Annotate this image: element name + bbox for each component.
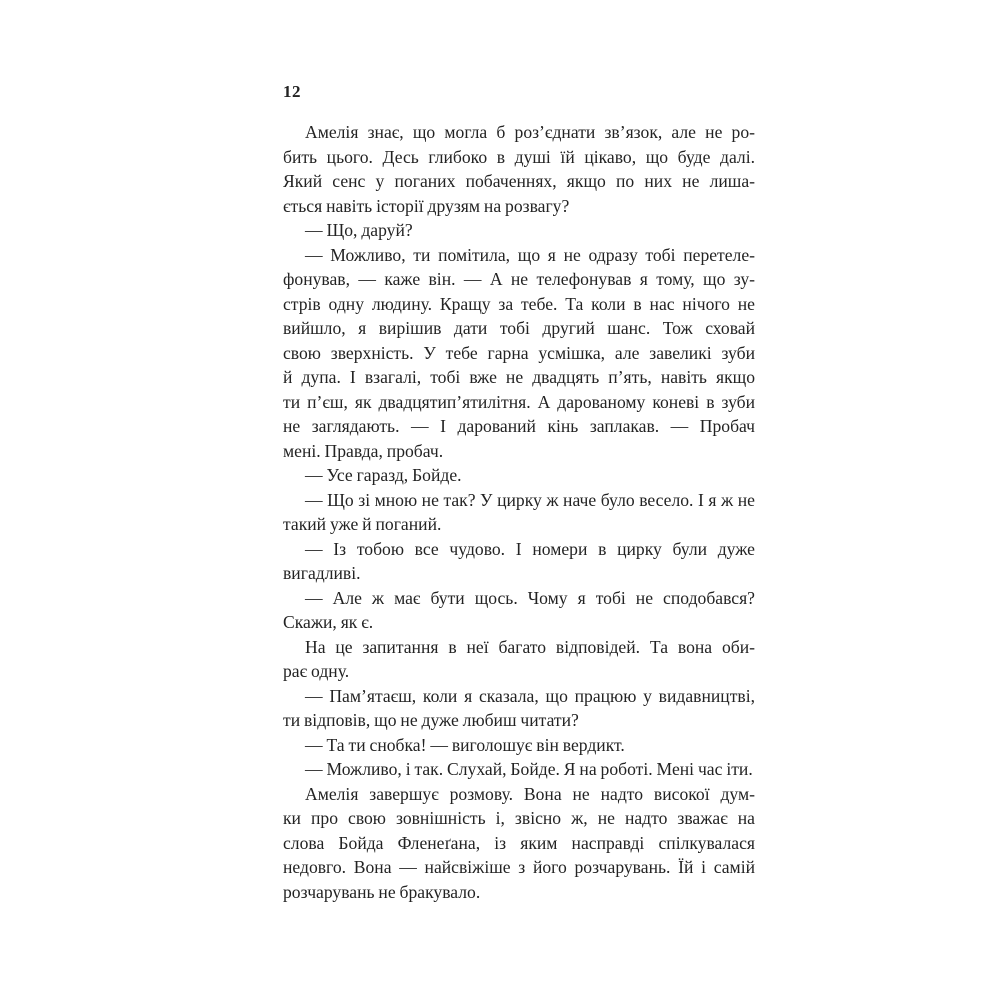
text-line: — Та ти снобка! — виголошує він вердикт.: [305, 734, 625, 755]
text-line: ється навіть історії друзям на розвагу?: [283, 195, 570, 216]
text-line: — Можливо, і так. Слухай, Бойде. Я на роботі. Мені час іти.: [305, 759, 753, 779]
text-line: розчарувань не бракувало.: [283, 881, 481, 902]
text-line: — Можливо, ти помітила, що я не одразу тобі перетеле-: [305, 244, 755, 265]
text-line: На це запитання в неї багато відповідей. Та вона оби-: [305, 636, 755, 657]
text-line: такий уже й поганий.: [283, 514, 442, 534]
text-line: Який сенс у поганих побаченнях, якщо по них не лиша-: [283, 171, 755, 191]
paragraph: [283, 782, 755, 905]
text-line: свою зверхність. У тебе гарна усмішка, але завеликі зуби: [283, 342, 755, 363]
text-line: й дупа. І взагалі, тобі вже не двадцять п’ять, навіть якщо: [283, 367, 755, 387]
text-line: Скажи, як є.: [283, 612, 374, 632]
paragraph: [283, 757, 755, 782]
paragraph: [283, 488, 755, 537]
paragraph: [283, 120, 755, 218]
paragraph: [283, 586, 755, 635]
text-line: мені. Правда, пробач.: [283, 440, 444, 461]
paragraph: [283, 218, 755, 243]
text-line: вигадливі.: [283, 563, 361, 583]
page-number: 12: [283, 82, 301, 101]
text-line: вийшло, я вирішив дати тобі другий шанс. Тож сховай: [283, 318, 755, 338]
text-line: не заглядають. — І дарований кінь заплакав. — Пробач: [283, 416, 755, 436]
text-line: фонував, — каже він. — А не телефонував я тому, що зу-: [283, 269, 755, 289]
text-line: — Усе гаразд, Бойде.: [305, 465, 462, 485]
text-line: недовго. Вона — найсвіжіше з його розчарувань. Їй і самій: [283, 857, 755, 877]
text-line: — Але ж має бути щось. Чому я тобі не сподобався?: [305, 587, 755, 608]
text-line: рає одну.: [283, 661, 350, 681]
text-line: ти п’єш, як двадцятип’ятилітня. А дарованому коневі в зуби: [283, 391, 755, 412]
paragraph: [283, 733, 755, 758]
paragraph: [283, 243, 755, 464]
text-line: — Що, даруй?: [305, 220, 413, 240]
text-line: — Із тобою все чудово. І номери в цирку були дуже: [305, 538, 755, 559]
page-text: [283, 120, 755, 904]
paragraph: [283, 537, 755, 586]
text-line: ки про свою зовнішність і, звісно ж, не надто зважає на: [283, 808, 755, 828]
paragraph: [283, 635, 755, 684]
text-line: — Пам’ятаєш, коли я сказала, що працюю у видавництві,: [305, 685, 755, 706]
text-line: Амелія завершує розмову. Вона не надто високої дум-: [305, 783, 755, 804]
text-line: стрів одну людину. Кращу за тебе. Та коли в нас нічого не: [283, 293, 755, 314]
text-line: — Що зі мною не так? У цирку ж наче було весело. І я ж не: [305, 489, 755, 510]
paragraph: [283, 463, 755, 488]
text-line: слова Бойда Фленеґана, із яким насправді спілкувалася: [283, 832, 755, 853]
paragraph: [283, 684, 755, 733]
text-line: бить цього. Десь глибоко в душі їй цікаво, що буде далі.: [283, 146, 755, 167]
text-line: ти відповів, що не дуже любиш читати?: [283, 710, 579, 730]
text-line: Амелія знає, що могла б роз’єднати зв’язок, але не ро-: [305, 122, 755, 142]
